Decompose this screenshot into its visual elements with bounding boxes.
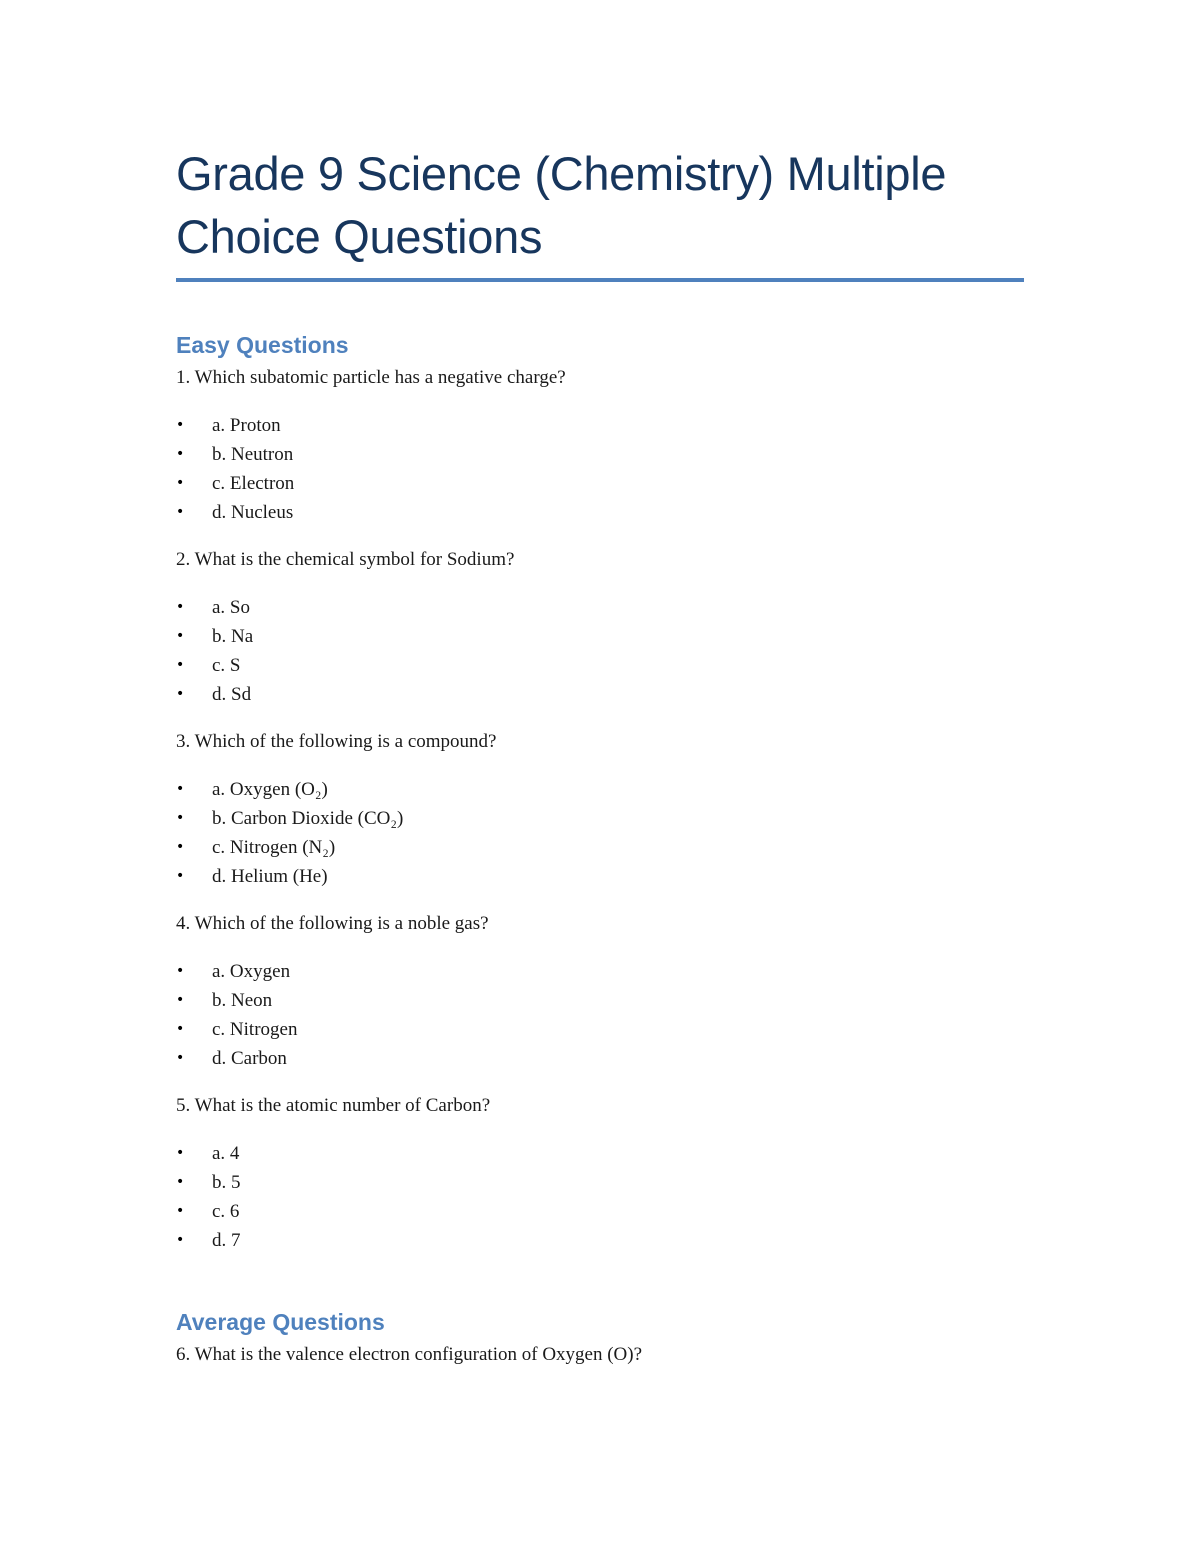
- section-heading-average: Average Questions: [176, 1309, 385, 1335]
- title-underline: [176, 278, 1024, 282]
- option-item: [176, 1168, 1024, 1197]
- option-label: c. Electron: [212, 473, 295, 494]
- bullet-icon: •: [176, 1050, 185, 1066]
- section-average-questions: [176, 1307, 1024, 1369]
- option-label: c. Nitrogen (N₂): [212, 837, 336, 858]
- option-item: [176, 833, 1024, 862]
- option-item: [176, 986, 1024, 1015]
- bullet-icon: •: [176, 839, 185, 855]
- option-item: [176, 411, 1024, 440]
- option-label: a. Proton: [212, 415, 281, 436]
- option-label: d. Sd: [212, 684, 252, 705]
- question-2-options: [176, 593, 1024, 709]
- question-3: 3. Which of the following is a compound?: [176, 731, 497, 752]
- option-label: c. 6: [212, 1201, 240, 1222]
- bullet-icon: •: [176, 475, 185, 491]
- question-4-options: [176, 957, 1024, 1073]
- bullet-icon: •: [176, 781, 185, 797]
- option-item: [176, 957, 1024, 986]
- bullet-icon: •: [176, 686, 185, 702]
- option-item: [176, 775, 1024, 804]
- bullet-icon: •: [176, 599, 185, 615]
- option-item: [176, 498, 1024, 527]
- option-label: c. Nitrogen: [212, 1019, 298, 1040]
- option-item: [176, 862, 1024, 891]
- bullet-icon: •: [176, 417, 185, 433]
- bullet-icon: •: [176, 992, 185, 1008]
- option-item: [176, 440, 1024, 469]
- option-label: b. Neon: [212, 990, 273, 1011]
- bullet-icon: •: [176, 446, 185, 462]
- bullet-icon: •: [176, 504, 185, 520]
- option-label: b. Neutron: [212, 444, 294, 465]
- document-title-line-2: Choice Questions: [176, 210, 543, 263]
- question-2: 2. What is the chemical symbol for Sodium?: [176, 549, 515, 570]
- bullet-icon: •: [176, 628, 185, 644]
- option-label: a. Oxygen: [212, 961, 291, 982]
- option-label: d. 7: [212, 1230, 241, 1251]
- option-item: [176, 1226, 1024, 1255]
- document-title-line-1: Grade 9 Science (Chemistry) Multiple: [176, 147, 947, 200]
- option-item: [176, 622, 1024, 651]
- option-label: b. 5: [212, 1172, 241, 1193]
- option-item: [176, 1197, 1024, 1226]
- option-item: [176, 804, 1024, 833]
- bullet-icon: •: [176, 963, 185, 979]
- section-easy-questions: [176, 330, 1024, 1255]
- bullet-icon: •: [176, 1232, 185, 1248]
- bullet-icon: •: [176, 1174, 185, 1190]
- option-item: [176, 1044, 1024, 1073]
- option-item: [176, 593, 1024, 622]
- option-label: d. Nucleus: [212, 502, 294, 523]
- section-heading-easy: Easy Questions: [176, 332, 349, 358]
- bullet-icon: •: [176, 657, 185, 673]
- question-3-options: [176, 775, 1024, 891]
- option-label: c. S: [212, 655, 241, 676]
- option-item: [176, 1015, 1024, 1044]
- option-label: a. So: [212, 597, 250, 618]
- question-1: 1. Which subatomic particle has a negative charge?: [176, 367, 566, 388]
- option-label: d. Helium (He): [212, 866, 328, 887]
- bullet-icon: •: [176, 1145, 185, 1161]
- option-label: b. Na: [212, 626, 254, 647]
- option-label: a. 4: [212, 1143, 240, 1164]
- option-label: d. Carbon: [212, 1048, 287, 1069]
- option-label: a. Oxygen (O₂): [212, 779, 328, 800]
- document-title: [176, 142, 1024, 278]
- option-item: [176, 469, 1024, 498]
- question-1-options: [176, 411, 1024, 527]
- bullet-icon: •: [176, 868, 185, 884]
- option-item: [176, 651, 1024, 680]
- question-4: 4. Which of the following is a noble gas?: [176, 913, 489, 934]
- option-label: b. Carbon Dioxide (CO₂): [212, 808, 404, 829]
- bullet-icon: •: [176, 1203, 185, 1219]
- bullet-icon: •: [176, 810, 185, 826]
- document-content: [176, 142, 1024, 1369]
- question-5-options: [176, 1139, 1024, 1255]
- option-item: [176, 680, 1024, 709]
- bullet-icon: •: [176, 1021, 185, 1037]
- option-item: [176, 1139, 1024, 1168]
- question-5: 5. What is the atomic number of Carbon?: [176, 1095, 491, 1116]
- question-6: 6. What is the valence electron configuration of Oxygen (O)?: [176, 1344, 643, 1365]
